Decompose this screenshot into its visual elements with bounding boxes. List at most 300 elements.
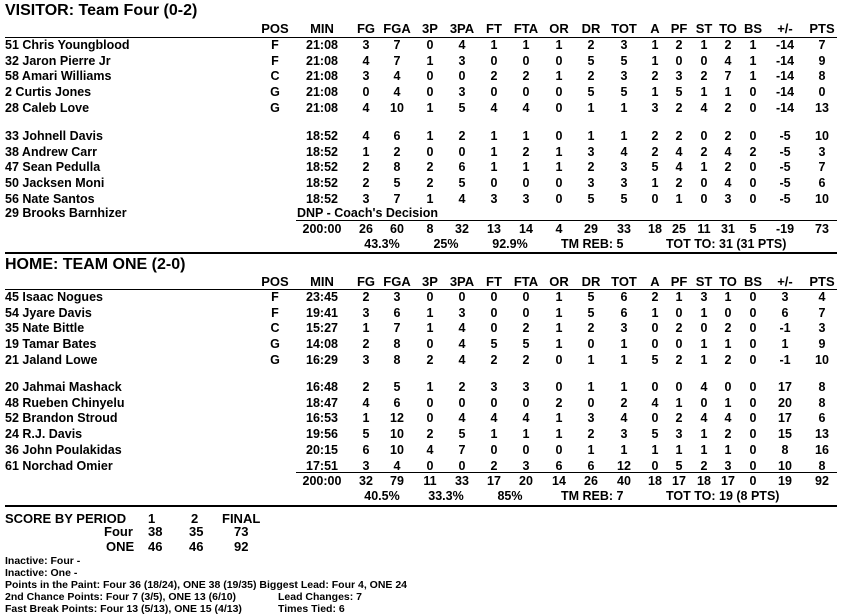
stat-cell: 1	[555, 38, 563, 52]
ft-percentage: 85%	[497, 489, 523, 503]
stat-cell: 6	[818, 176, 826, 191]
player-row	[0, 176, 844, 191]
stat-cell: 5	[620, 53, 628, 68]
stat-cell: 2	[724, 129, 732, 143]
player-name: 2 Curtis Jones	[5, 85, 92, 100]
stat-cell: 21:08	[306, 100, 338, 115]
stat-cell: 19:41	[306, 305, 338, 320]
stat-cell: 1	[749, 38, 757, 52]
stat-cell: 4	[458, 352, 466, 367]
stat-cell: 0	[426, 38, 434, 52]
stat-cell: 1	[555, 144, 563, 159]
column-header: MIN	[310, 21, 334, 36]
stat-cell: 6	[393, 129, 401, 143]
player-name: 20 Jahmai Mashack	[5, 380, 122, 394]
stat-cell: 5	[620, 191, 628, 206]
stat-cell: 0	[724, 380, 732, 394]
stat-cell: 2	[700, 69, 708, 84]
stat-cell: 3	[651, 100, 659, 115]
stat-cell: 1	[555, 337, 563, 352]
player-row	[0, 380, 844, 395]
stat-cell: 5	[675, 458, 683, 473]
stat-cell: 4	[362, 129, 370, 143]
stat-cell: 0	[700, 129, 708, 143]
stat-cell: 0	[426, 144, 434, 159]
stat-cell: 3	[620, 321, 628, 336]
player-row	[0, 160, 844, 175]
total-cell: 79	[390, 474, 404, 488]
stat-cell: 1	[675, 290, 683, 304]
stat-cell: 1	[362, 144, 370, 159]
stat-cell: 5	[362, 427, 370, 442]
stat-cell: 0	[749, 458, 757, 473]
stat-cell: 1	[522, 129, 530, 143]
stat-cell: 0	[490, 85, 498, 100]
stat-cell: 1	[522, 427, 530, 442]
player-name: 24 R.J. Davis	[5, 427, 83, 442]
stat-cell: 17	[778, 411, 792, 426]
stat-cell: 3	[362, 352, 370, 367]
stat-cell: 2	[675, 129, 683, 143]
stat-cell: 4	[620, 411, 628, 426]
stat-cell: 3	[362, 191, 370, 206]
total-cell: 18	[648, 222, 662, 236]
column-header: TOT	[611, 274, 637, 289]
stat-cell: 0	[700, 321, 708, 336]
period-score: 46	[148, 538, 163, 554]
stat-cell: 5	[458, 100, 466, 115]
stat-cell: -5	[779, 191, 791, 206]
stat-cell: 1	[700, 337, 708, 352]
stat-cell: 1	[749, 69, 757, 84]
stat-cell: 3	[362, 38, 370, 52]
stat-cell: 0	[749, 290, 757, 304]
total-cell: 11	[697, 222, 711, 236]
player-row	[0, 129, 844, 144]
stat-cell: 2	[587, 160, 595, 175]
stat-cell: 2	[426, 352, 434, 367]
player-row	[0, 101, 844, 116]
stat-cell: 21:08	[306, 38, 338, 52]
stat-cell: 7	[818, 160, 826, 175]
section-divider	[5, 505, 837, 507]
stat-cell: -14	[775, 85, 795, 100]
stat-cell: 0	[651, 380, 659, 394]
player-row	[0, 443, 844, 458]
stat-cell: 3	[393, 290, 401, 304]
stat-cell: 2	[587, 69, 595, 84]
stat-cell: 4	[818, 290, 826, 304]
stat-cell: 1	[426, 321, 434, 336]
stat-cell: -14	[775, 53, 795, 68]
stat-cell: 3	[620, 160, 628, 175]
stat-cell: 2	[490, 458, 498, 473]
player-name: 29 Brooks Barnhizer	[5, 206, 127, 220]
stat-cell: 13	[815, 100, 829, 115]
stat-cell: 10	[815, 352, 829, 367]
stat-cell: 0	[522, 305, 530, 320]
stat-cell: 1	[700, 442, 708, 457]
stat-cell: 0	[749, 100, 757, 115]
stat-cell: 2	[651, 290, 659, 304]
stat-cell: 2	[393, 144, 401, 159]
total-cell: 40	[617, 474, 631, 488]
stat-cell: 14:08	[306, 337, 338, 352]
period-1-header: 1	[148, 511, 156, 526]
stat-cell: 0	[587, 395, 595, 410]
stat-cell: 7	[393, 53, 401, 68]
stat-cell: 12	[617, 458, 631, 473]
stat-cell: 6	[393, 395, 401, 410]
stat-cell: 16	[815, 442, 829, 457]
total-cell: 33	[455, 474, 469, 488]
stat-cell: 15	[778, 427, 792, 442]
column-header: FTA	[513, 21, 539, 36]
stat-cell: 12	[390, 411, 404, 426]
stat-cell: 17	[778, 380, 792, 394]
stat-cell: 3	[587, 176, 595, 191]
column-header: FG	[356, 21, 376, 36]
stat-cell: 3	[362, 69, 370, 84]
stat-cell: 7	[393, 321, 401, 336]
stat-cell: 0	[587, 337, 595, 352]
stat-cell: 2	[675, 38, 683, 52]
stat-cell: 0	[522, 395, 530, 410]
stat-cell: 16:29	[306, 352, 338, 367]
stat-cell: 1	[700, 160, 708, 175]
player-name: 50 Jacksen Moni	[5, 176, 105, 191]
stat-cell: 1	[426, 305, 434, 320]
stat-cell: 6	[587, 458, 595, 473]
stat-cell: 1	[700, 305, 708, 320]
stat-cell: 2	[522, 144, 530, 159]
column-header: 3PA	[449, 21, 475, 36]
stat-cell: 18:52	[306, 144, 338, 159]
stat-cell: 1	[555, 305, 563, 320]
stat-cell: 2	[587, 427, 595, 442]
stat-cell: 2	[724, 352, 732, 367]
stat-cell: 8	[393, 160, 401, 175]
stat-cell: 3	[700, 290, 708, 304]
stat-cell: 2	[700, 458, 708, 473]
stat-cell: 0	[426, 337, 434, 352]
stat-cell: 18:52	[306, 176, 338, 191]
stat-cell: 2	[362, 160, 370, 175]
stat-cell: 10	[390, 442, 404, 457]
stat-cell: 1	[426, 53, 434, 68]
column-header: PF	[670, 274, 688, 289]
stat-cell: G	[270, 85, 280, 100]
stat-cell: 0	[490, 176, 498, 191]
stat-cell: 3	[458, 53, 466, 68]
stat-cell: 1	[700, 427, 708, 442]
player-row	[0, 290, 844, 305]
stat-cell: 5	[458, 176, 466, 191]
stat-cell: 2	[362, 380, 370, 394]
ft-percentage: 92.9%	[492, 237, 528, 251]
stat-cell: 3	[620, 427, 628, 442]
stat-cell: F	[271, 305, 279, 320]
player-name: 38 Andrew Carr	[5, 144, 97, 159]
stat-cell: 6	[362, 442, 370, 457]
stat-cell: 7	[458, 442, 466, 457]
stat-cell: 7	[818, 38, 826, 52]
stat-cell: 3	[724, 191, 732, 206]
stat-cell: 0	[555, 53, 563, 68]
stat-cell: 0	[490, 290, 498, 304]
total-turnovers: TOT TO: 31 (31 PTS)	[666, 237, 787, 251]
player-name: 51 Chris Youngblood	[5, 38, 130, 52]
player-row	[0, 38, 844, 53]
stat-cell: 2	[522, 321, 530, 336]
player-name: 28 Caleb Love	[5, 100, 90, 115]
stat-cell: 2	[490, 69, 498, 84]
column-header: ST	[695, 274, 713, 289]
column-header: 3PA	[449, 274, 475, 289]
player-name: 19 Tamar Bates	[5, 337, 97, 352]
stat-cell: 18:47	[306, 395, 338, 410]
stat-cell: 0	[555, 442, 563, 457]
stat-cell: 0	[651, 191, 659, 206]
stat-cell: 1	[675, 395, 683, 410]
stat-cell: 20	[778, 395, 792, 410]
dnp-row	[0, 206, 844, 221]
stat-cell: 3	[587, 144, 595, 159]
total-cell: 14	[519, 222, 533, 236]
column-header: PTS	[809, 274, 835, 289]
score-team: ONE	[106, 538, 135, 554]
stat-cell: 0	[724, 305, 732, 320]
totals-rule	[296, 220, 837, 221]
column-header: DR	[581, 21, 601, 36]
stat-cell: 13	[815, 427, 829, 442]
stat-cell: 1	[522, 38, 530, 52]
stat-cell: 4	[724, 53, 732, 68]
stat-cell: 2	[426, 176, 434, 191]
lead-changes: Lead Changes: 7	[278, 591, 363, 603]
stat-cell: 8	[781, 442, 789, 457]
period-score: 35	[189, 524, 204, 539]
stat-cell: 1	[587, 129, 595, 143]
player-row	[0, 85, 844, 100]
stat-cell: 5	[587, 53, 595, 68]
stat-cell: 2	[587, 321, 595, 336]
stat-cell: 2	[749, 144, 757, 159]
player-row	[0, 69, 844, 84]
stat-cell: 2	[675, 100, 683, 115]
player-row	[0, 353, 844, 368]
stat-cell: 4	[700, 380, 708, 394]
stat-cell: 1	[620, 129, 628, 143]
stat-cell: 23:45	[306, 290, 338, 304]
column-header: +/-	[777, 274, 793, 289]
player-name: 48 Rueben Chinyelu	[5, 395, 125, 410]
stat-cell: 4	[458, 337, 466, 352]
stat-cell: 6	[393, 305, 401, 320]
stat-cell: 0	[749, 129, 757, 143]
stat-cell: 1	[362, 411, 370, 426]
stat-cell: C	[270, 69, 280, 84]
stat-cell: 4	[362, 395, 370, 410]
stat-cell: 4	[458, 321, 466, 336]
stat-cell: 10	[390, 100, 404, 115]
player-row	[0, 411, 844, 426]
stat-cell: 6	[781, 305, 789, 320]
stat-cell: 4	[458, 38, 466, 52]
stat-cell: 4	[675, 160, 683, 175]
column-header: POS	[261, 274, 289, 289]
column-header: +/-	[777, 21, 793, 36]
player-row	[0, 337, 844, 352]
stat-cell: -5	[779, 160, 791, 175]
stat-cell: 4	[362, 53, 370, 68]
total-cell: 17	[672, 474, 686, 488]
stat-cell: 4	[724, 411, 732, 426]
stat-cell: 4	[393, 85, 401, 100]
stat-cell: 2	[651, 129, 659, 143]
column-header: OR	[549, 21, 569, 36]
stat-cell: 1	[587, 442, 595, 457]
stat-cell: 3	[362, 458, 370, 473]
stat-cell: 0	[555, 129, 563, 143]
column-header: A	[650, 274, 660, 289]
stat-cell: 0	[651, 321, 659, 336]
player-name: 58 Amari Williams	[5, 69, 112, 84]
total-cell: 32	[359, 474, 373, 488]
game-note: Inactive: Four -	[5, 555, 81, 567]
stat-cell: 5	[490, 337, 498, 352]
stat-cell: 5	[393, 176, 401, 191]
total-cell: 26	[359, 222, 373, 236]
dnp-note: DNP - Coach's Decision	[297, 206, 438, 220]
stat-cell: 0	[749, 85, 757, 100]
stat-cell: 3	[587, 411, 595, 426]
stat-cell: 1	[587, 380, 595, 394]
stat-cell: 1	[426, 129, 434, 143]
stat-cell: 1	[724, 337, 732, 352]
stat-cell: 1	[426, 100, 434, 115]
stat-cell: 6	[555, 458, 563, 473]
stat-cell: 1	[555, 411, 563, 426]
stat-cell: 6	[620, 305, 628, 320]
three-point-percentage: 25%	[433, 237, 459, 251]
player-name: 45 Isaac Nogues	[5, 290, 103, 304]
stat-cell: 1	[700, 38, 708, 52]
column-header: DR	[581, 274, 601, 289]
stat-cell: 1	[651, 38, 659, 52]
stat-cell: 1	[724, 290, 732, 304]
stat-cell: 3	[490, 380, 498, 394]
stat-cell: 3	[522, 191, 530, 206]
stat-cell: 3	[620, 176, 628, 191]
stat-cell: 8	[818, 395, 826, 410]
stat-cell: 4	[490, 100, 498, 115]
stat-cell: 0	[458, 395, 466, 410]
stat-cell: 1	[555, 321, 563, 336]
stat-cell: G	[270, 100, 280, 115]
stat-cell: 2	[426, 427, 434, 442]
stat-cell: 0	[555, 380, 563, 394]
player-name: 56 Nate Santos	[5, 191, 95, 206]
player-name: 61 Norchad Omier	[5, 458, 113, 473]
stat-cell: 0	[651, 458, 659, 473]
total-cell: 4	[555, 222, 563, 236]
stat-cell: 2	[724, 38, 732, 52]
stat-cell: 5	[651, 352, 659, 367]
total-cell: 0	[749, 474, 757, 488]
game-note: Points in the Paint: Four 36 (18/24), ONE 38 (19/35) Biggest Lead: Four 4, ONE 24	[5, 579, 408, 591]
team-rebounds: TM REB: 5	[561, 237, 624, 251]
stat-cell: 1	[700, 85, 708, 100]
stat-cell: 3	[458, 85, 466, 100]
stat-cell: 0	[426, 290, 434, 304]
fg-percentage: 40.5%	[364, 489, 400, 503]
stat-cell: 1	[362, 321, 370, 336]
total-cell: 33	[617, 222, 631, 236]
stat-cell: 4	[522, 411, 530, 426]
stat-cell: 2	[522, 352, 530, 367]
column-header: FT	[486, 21, 502, 36]
stat-cell: 2	[426, 160, 434, 175]
stat-cell: 15:27	[306, 321, 338, 336]
stat-cell: 0	[749, 321, 757, 336]
stat-cell: 0	[490, 442, 498, 457]
stat-cell: 2	[675, 411, 683, 426]
stat-cell: 7	[393, 191, 401, 206]
game-note: Inactive: One -	[5, 567, 78, 579]
stat-cell: 1	[675, 442, 683, 457]
stat-cell: 4	[362, 100, 370, 115]
player-name: 52 Brandon Stroud	[5, 411, 118, 426]
stat-cell: G	[270, 352, 280, 367]
home-column-headers	[0, 274, 844, 289]
period-2-header: 2	[191, 511, 199, 526]
total-cell: 8	[426, 222, 434, 236]
stat-cell: 4	[458, 411, 466, 426]
total-cell: -19	[775, 222, 795, 236]
stat-cell: 3	[675, 69, 683, 84]
period-score: 46	[189, 538, 204, 554]
visitor-column-headers	[0, 21, 844, 36]
stat-cell: 3	[362, 305, 370, 320]
stat-cell: 2	[362, 337, 370, 352]
total-cell: 11	[423, 474, 437, 488]
home-totals-row	[0, 474, 844, 489]
total-cell: 18	[648, 474, 662, 488]
stat-cell: 4	[458, 191, 466, 206]
column-header: 3P	[422, 21, 438, 36]
stat-cell: 0	[749, 395, 757, 410]
stat-cell: -14	[775, 69, 795, 84]
stat-cell: 3	[458, 305, 466, 320]
stat-cell: 3	[724, 458, 732, 473]
stat-cell: -1	[779, 321, 791, 336]
stat-cell: 0	[675, 305, 683, 320]
stat-cell: 18:52	[306, 160, 338, 175]
player-name: 47 Sean Pedulla	[5, 160, 101, 175]
total-cell: 13	[487, 222, 501, 236]
stat-cell: 10	[815, 129, 829, 143]
stat-cell: 1	[587, 352, 595, 367]
stat-cell: 0	[749, 337, 757, 352]
player-name: 54 Jyare Davis	[5, 305, 92, 320]
player-name: 33 Johnell Davis	[5, 129, 103, 143]
stat-cell: 5	[587, 191, 595, 206]
player-name: 35 Nate Bittle	[5, 321, 85, 336]
stat-cell: 1	[555, 69, 563, 84]
stat-cell: 4	[393, 458, 401, 473]
three-point-percentage: 33.3%	[428, 489, 464, 503]
